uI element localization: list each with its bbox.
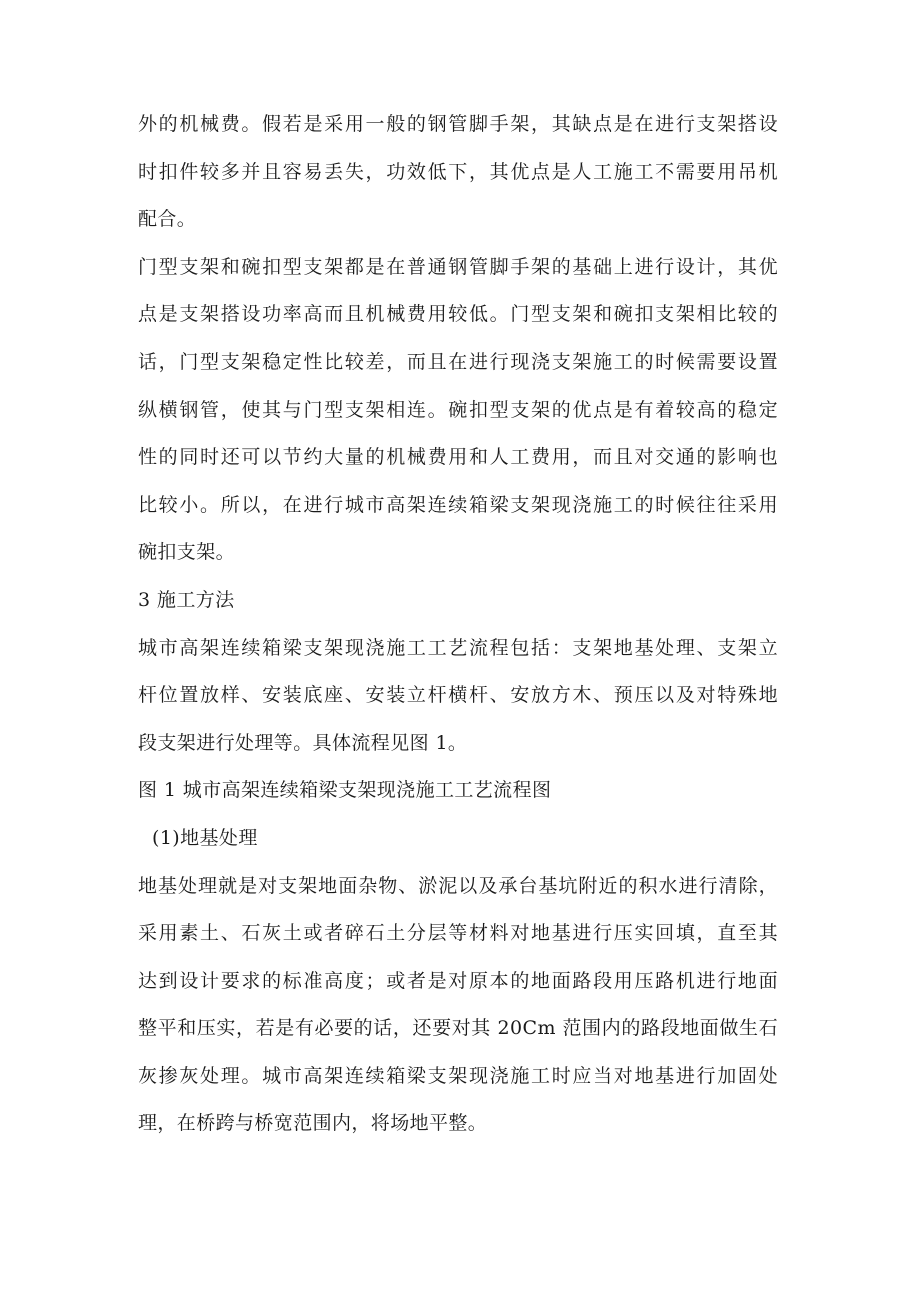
paragraph-1-line-1: 外的机械费。假若是采用一般的钢管脚手架，其缺点是在进行支架搭设 [138,113,778,135]
paragraph-2-line-6: 比较小。所以，在进行城市高架连续箱梁支架现浇施工的时候往往采用 [138,493,778,516]
paragraph-4-line-6: 理，在桥跨与桥宽范围内，将场地平整。 [138,1112,488,1135]
paragraph-3-line-3: 段支架进行处理等。具体流程见图 1。 [138,731,468,754]
paragraph-4-line-3: 达到设计要求的标准高度；或者是对原本的地面路段用压路机进行地面 [138,969,778,992]
paragraph-4-line-1: 地基处理就是对支架地面杂物、淤泥以及承台基坑附近的积水进行清除， [138,874,778,897]
paragraph-2-line-4: 纵横钢管，使其与门型支架相连。碗扣型支架的优点是有着较高的稳定 [138,398,778,421]
document-page [138,112,778,1159]
paragraph-4-line-2: 采用素土、石灰土或者碎石土分层等材料对地基进行压实回填，直至其 [138,922,778,945]
paragraph-4-line-5: 灰掺灰处理。城市高架连续箱梁支架现浇施工时应当对地基进行加固处 [138,1064,778,1087]
paragraph-1-line-2: 时扣件较多并且容易丢失，功效低下，其优点是人工施工不需要用吊机 [138,160,778,183]
paragraph-3-line-2: 杆位置放样、安装底座、安装立杆横杆、安放方木、预压以及对特殊地 [138,684,778,707]
subsection-heading: (1)地基处理 [152,826,258,849]
section-heading: 3 施工方法 [138,588,235,611]
paragraph-2-line-3: 话，门型支架稳定性比较差，而且在进行现浇支架施工的时候需要设置 [138,350,778,373]
figure-caption: 图 1 城市高架连续箱梁支架现浇施工工艺流程图 [138,779,552,802]
paragraph-2-line-7: 碗扣支架。 [138,541,236,564]
paragraph-3-line-1: 城市高架连续箱梁支架现浇施工工艺流程包括：支架地基处理、支架立 [138,636,778,659]
paragraph-2-line-5: 性的同时还可以节约大量的机械费用和人工费用，而且对交通的影响也 [138,446,778,469]
paragraph-2-line-1: 门型支架和碗扣型支架都是在普通钢管脚手架的基础上进行设计，其优 [138,255,778,278]
paragraph-1-line-3: 配合。 [138,208,197,231]
paragraph-4-line-4: 整平和压实，若是有必要的话，还要对其 20Cm 范围内的路段地面做生石 [138,1017,778,1040]
paragraph-2-line-2: 点是支架搭设功率高而且机械费用较低。门型支架和碗扣支架相比较的 [138,303,778,326]
